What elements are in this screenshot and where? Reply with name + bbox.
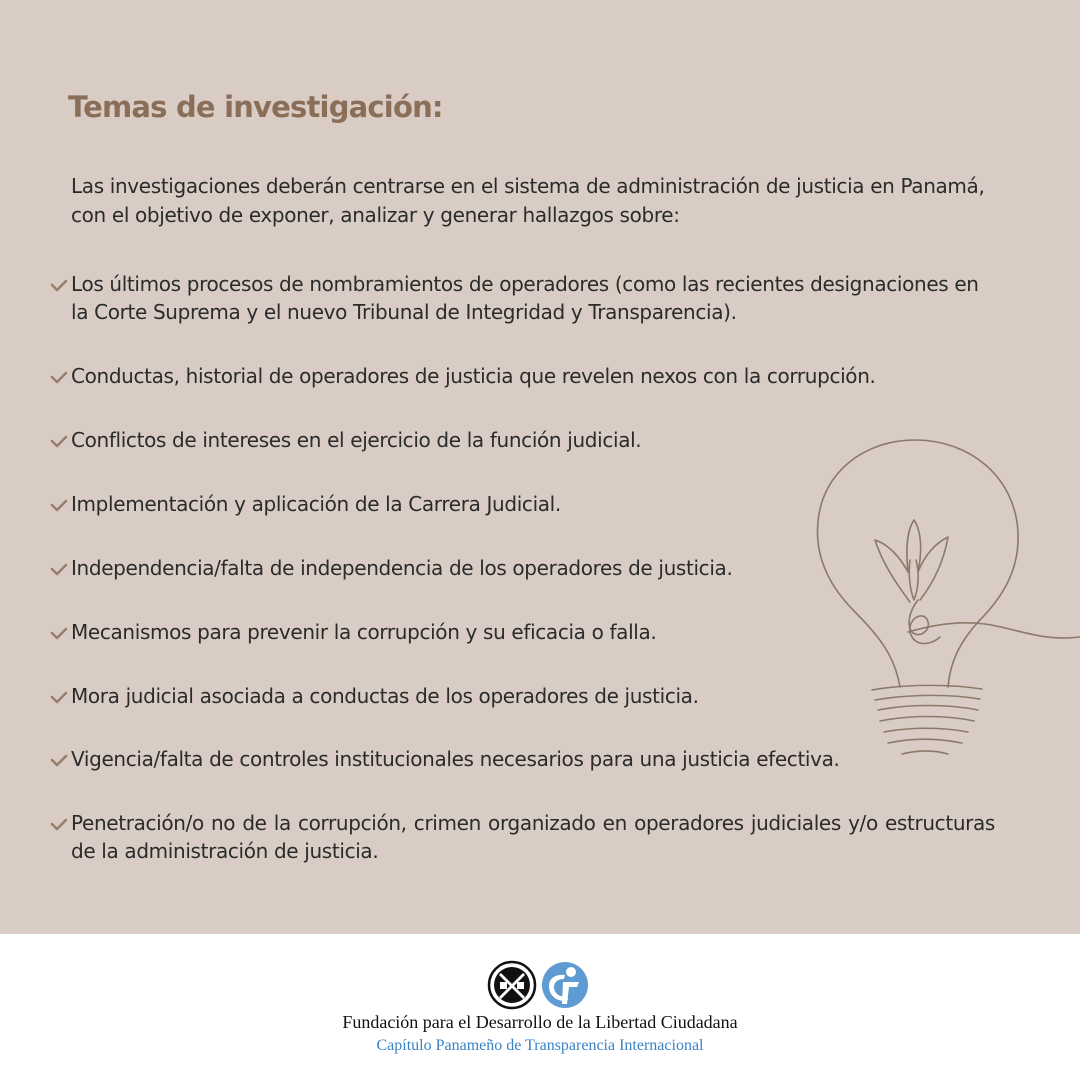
list-item-text: Conductas, historial de operadores de justicia que revelen nexos con la corrupción.	[71, 364, 876, 388]
check-icon	[50, 691, 71, 705]
check-icon	[50, 754, 71, 768]
check-icon	[50, 435, 71, 449]
check-icon	[50, 279, 71, 293]
footer	[0, 934, 1080, 1080]
list-item	[50, 618, 995, 646]
page-title: Temas de investigación:	[68, 90, 443, 124]
check-icon	[50, 818, 71, 832]
check-icon	[50, 627, 71, 641]
list-item	[50, 270, 995, 326]
organization-subtitle: Capítulo Panameño de Transparencia Internacional	[376, 1037, 704, 1054]
lightbulb-icon	[810, 432, 1080, 762]
transparency-person-logo	[542, 962, 588, 1008]
check-icon	[50, 371, 71, 385]
list-item-text: Los últimos procesos de nombramientos de operadores (como las recientes designaciones en la Corte Suprema y el nuevo Tribunal de Integridad y Transparencia).	[71, 272, 979, 324]
list-item	[50, 490, 995, 518]
list-item-text: Conflictos de intereses en el ejercicio de la función judicial.	[71, 428, 642, 452]
x-emblem-logo	[489, 962, 535, 1008]
list-item-text: Independencia/falta de independencia de los operadores de justicia.	[71, 556, 733, 580]
list-item	[50, 426, 995, 454]
list-item	[50, 362, 995, 390]
organization-logos	[487, 960, 591, 1010]
check-icon	[50, 563, 71, 577]
list-item	[50, 682, 995, 710]
check-icon	[50, 499, 71, 513]
list-item-text: Mora judicial asociada a conductas de los operadores de justicia.	[71, 684, 699, 708]
intro-paragraph: Las investigaciones deberán centrarse en el sistema de administración de justicia en Panamá, con el objetivo de exponer, analizar y generar hallazgos sobre:	[71, 174, 985, 227]
list-item	[50, 554, 995, 582]
list-item-text: Penetración/o no de la corrupción, crimen organizado en operadores judiciales y/o estructuras de la administración de justicia.	[71, 811, 995, 863]
organization-name: Fundación para el Desarrollo de la Libertad Ciudadana	[342, 1012, 738, 1032]
list-item-text: Mecanismos para prevenir la corrupción y su eficacia o falla.	[71, 620, 657, 644]
list-item-text: Implementación y aplicación de la Carrera Judicial.	[71, 492, 561, 516]
list-item-text: Vigencia/falta de controles institucionales necesarios para una justicia efectiva.	[71, 747, 840, 771]
list-item	[50, 745, 995, 773]
list-item	[50, 809, 995, 865]
